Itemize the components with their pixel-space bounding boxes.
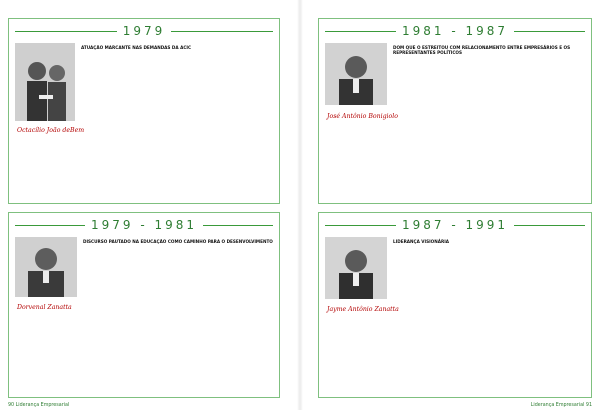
page-number-left: 90 Liderança Empresarial xyxy=(8,403,70,408)
profile-panel-1981-1987 xyxy=(318,18,592,204)
body-text-continued xyxy=(15,137,275,201)
portrait-photo xyxy=(15,43,75,121)
page-gutter xyxy=(297,0,303,410)
body-text xyxy=(393,246,585,320)
profile-panel-1987-1991 xyxy=(318,212,592,398)
photo-caption: Octacílio João deBem xyxy=(17,127,85,134)
year-heading: 1979 - 1981 xyxy=(90,218,198,232)
section-heading: LIDERANÇA VISIONÁRIA xyxy=(393,239,450,244)
portrait-photo xyxy=(15,237,77,297)
year-bar xyxy=(319,25,591,37)
year-heading: 1979 xyxy=(122,24,166,38)
body-text-continued xyxy=(325,319,587,395)
body-text xyxy=(393,57,585,131)
body-text-continued xyxy=(15,317,275,395)
year-bar xyxy=(9,25,279,37)
year-bar xyxy=(9,219,279,231)
body-text xyxy=(81,52,275,138)
year-heading: 1981 - 1987 xyxy=(401,24,509,38)
portrait-photo xyxy=(325,237,387,299)
year-heading: 1987 - 1991 xyxy=(401,218,509,232)
page-number-right: Liderança Empresarial 91 xyxy=(530,403,592,408)
body-text xyxy=(83,251,275,317)
profile-panel-1979-1981 xyxy=(8,212,280,398)
body-text-continued xyxy=(325,131,587,201)
photo-caption: José Antônio Bonigiolo xyxy=(327,113,398,120)
section-heading: DISCURSO PAUTADO NA EDUCAÇÃO COMO CAMINHO PARA O DESENVOLVIMENTO xyxy=(83,239,273,244)
profile-panel-1979 xyxy=(8,18,280,204)
photo-caption: Jayme Antônio Zanatta xyxy=(327,306,399,313)
section-heading: ATUAÇÃO MARCANTE NAS DEMANDAS DA ACIC xyxy=(81,45,192,50)
section-heading: DOM QUE O ESTREITOU COM RELACIONAMENTO ENTRE EMPRESÁRIOS E OS REPRESENTANTES POLÍTICOS xyxy=(393,45,571,55)
portrait-photo xyxy=(325,43,387,105)
year-bar xyxy=(319,219,591,231)
photo-caption: Dorvenal Zanatta xyxy=(17,304,72,311)
